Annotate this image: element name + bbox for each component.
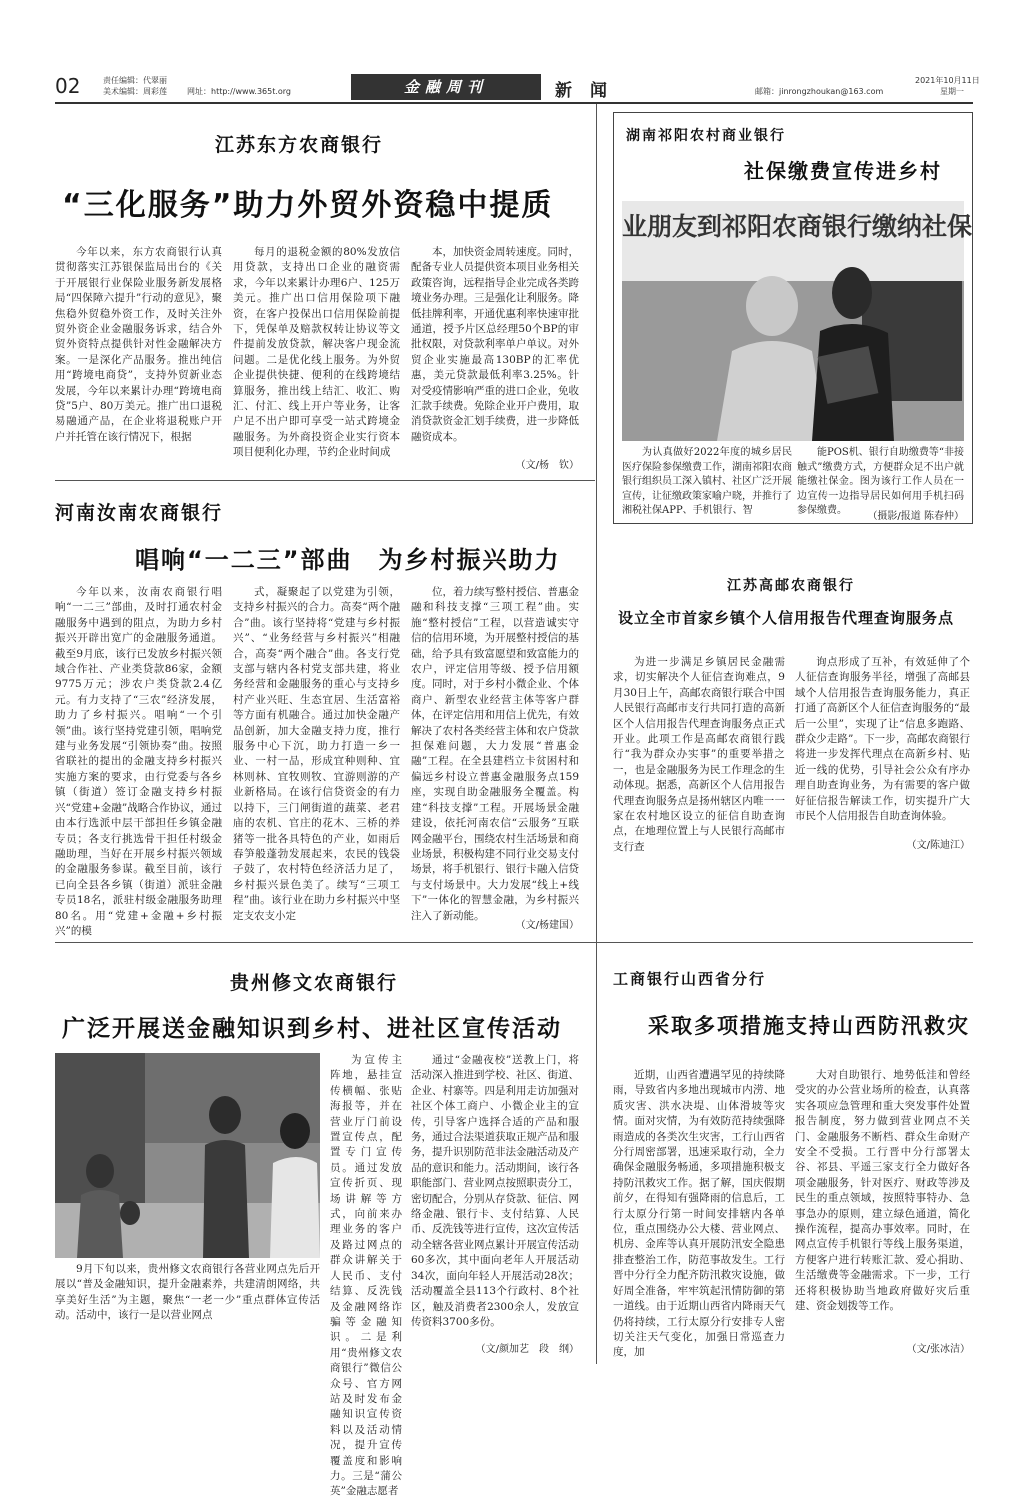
art-editor-credit: 美术编辑：周彩莲 [103, 87, 167, 96]
masthead [55, 74, 980, 104]
issue-date: 2021年10月11日 [915, 76, 980, 85]
article3-col2: 式，凝聚起了以党建为引领，支持乡村振兴的合力。高奏“两个融合”曲。该行坚持将“党建与乡村振兴”、“业务经营与乡村振兴”相融合，高奏“两个融合”曲。各支行党支部与辖内各村党支部共建，将业务经营和金融服务的重心与支持乡村产业兴旺、生态宜居、生活富裕等方面有机融合。通过加快金融产品创新，加大金融支持力度，推行服务中心下沉，助力打造一乡一业、一村一品，形成宜种则种、宜林则林、宜牧则牧、宜游则游的产业新格局。在该行信贷资金的有力以持下，三门闸街道的蔬菜、老君庙的农机、官庄的花木、三桥的养猪等一批各具特色的产业，如雨后春笋般蓬勃发展起来，农民的钱袋子鼓了，农村特色经济活力足了，乡村振兴景色美了。续写“三项工程”曲。该行业在助力乡村振兴中坚定支农支小定 [233, 586, 400, 922]
article5-kicker: 贵州修文农商银行 [230, 972, 399, 994]
article6-kicker: 工商银行山西省分行 [613, 970, 767, 988]
article5-col3: 通过“金融夜校”送教上门，将活动深入推进到学校、社区、街道、企业、村寨等。四是利用走访加强对社区个体工商户、小微企业主的宣传，引导客户选择合适的产品和服务，通过合法渠道获取正规产品和服务，提升识别防范非法金融活动及产品的意识和能力。活动期间，该行各职能部门、营业网点按照职责分工，密切配合，分别从存贷款、征信、网络金融、银行卡、支付结算、人民币、反洗钱等进行宣传，这次宣传活动全辖各营业网点累计开展宣传活动60多次，其中面向老年人开展活动34次，面向年轻人开展活动28次；活动覆盖全县113个行政村、8个社区，触及消费者2300余人，发放宣传资料3700多份。 [411, 1054, 579, 1328]
article2-caption-col2: 能POS机、银行自助缴费等“非接触式”缴费方式，方便群众足不出户就能缴社保金。图为该行工作人员在一边宣传一边指导居民如何用手机扫码参保缴费。 [797, 447, 964, 516]
divider [55, 480, 595, 481]
article1-col3: 本，加快资金周转速度。同时，配备专业人员提供资本项目业务相关政策咨询，远程指导企业完成各类跨境业务办理。三是强化让利服务。降低挂牌利率，开通优惠利率快速审批通道，授予片区总经理50个BP的审批权限，对贷款利率单户单议。对外贸企业实施最高130BP的汇率优惠，美元贷款最低利率3.25%。针对受疫情影响严重的进口企业，免收汇款手续费。免除企业开户费用，取消贷款资金汇划手续费，进一步降低融资成本。 [411, 246, 579, 443]
brand-logo: 金融周刊 [351, 74, 541, 100]
article4-col2: 询点形成了互补，有效延伸了个人征信查询服务半径，增强了高邮县域个人信用报告查询服务能力，真正打通了高新区个人征信查询服务的“最后一公里”，实现了让“信息多跑路、群众少走路”。下一步，高邮农商银行将进一步发挥代理点在高新乡村、贴近一线的优势，引导社会公众有序办理自助查询业务，为有需要的客户做好征信报告解读工作，切实提升广大市民个人信用报告自助查询体验。 [795, 656, 970, 823]
article3-col3: 位，着力续写整村授信、普惠金融和科技支撑“三项工程”曲。实施“整村授信”工程，以营造诚实守信的信用环境，为开展整村授信的基础，给予具有致富愿望和致富能力的农户，评定信用等级、授予信用额度。同时，对于乡村小微企业、个体商户、新型农业经营主体等客户群体，在评定信用和用信上优先，有效解决了农村各类经营主体和农户贷款担保难问题，大力发展“普惠金融”工程。在全县建档立卡贫困村和偏远乡村设立普惠金融服务点159座，实现自助金融服务全覆盖。构建“科技支撑”工程。开展场景金融建设，依托河南农信“云服务”互联网金融平台，围绕农村生活场景和商业场景，积极构建不同行业交易支付场景，将手机银行、银行卡融入信贷与支付场景中。大力发展“线上+线下”一体化的智慧金融，为乡村振兴注入了新动能。 [411, 586, 579, 922]
article5-headline: 广泛开展送金融知识到乡村、进社区宣传活动 [62, 1016, 562, 1042]
article5-byline: （文/颜加艺 段 纲） [475, 1344, 579, 1355]
article2-photo [622, 201, 973, 441]
article6-headline: 采取多项措施支持山西防汛救灾 [648, 1014, 970, 1038]
divider [55, 942, 973, 943]
article5-col1: 9月下旬以来，贵州修文农商银行各营业网点先后开展以“普及金融知识，提升金融素养，共建清朗网络，共享美好生活”为主题，聚焦“一老一少”重点群体宣传活动。活动中，该行一是以营业网点 [55, 1263, 320, 1322]
article1-headline: “三化服务”助力外贸外资稳中提质 [62, 188, 554, 223]
section-name: 新闻 [555, 81, 625, 101]
article2-headline: 社保缴费宣传进乡村 [744, 159, 942, 183]
article6-byline: （文/张冰洁） [906, 1344, 970, 1355]
page-number: 02 [55, 74, 81, 98]
article4-headline: 设立全市首家乡镇个人信用报告代理查询服务点 [618, 609, 955, 627]
article6-col2: 大对自助银行、地势低洼和曾经受灾的办公营业场所的检查，认真落实各项应急管理和重大突发事件处置报告制度，努力做到营业网点不关门、金融服务不断档、群众生命财产安全不受损。工行晋中分行部署太谷、祁县、平遥三家支行全力做好各项金融服务，针对医疗、财政等涉及民生的重点领域，按照特事特办、急事急办的原则，建立绿色通道，简化操作流程，提高办事效率。同时，在网点宣传手机银行等线上服务渠道，方便客户进行转账汇款、爱心捐助、生活缴费等金融需求。下一步，工行还将积极协助当地政府做好灾后重建、资金划拨等工作。 [795, 1069, 970, 1313]
editor-credit: 责任编辑：代翠丽 [103, 76, 167, 85]
article2-caption-col1: 为认真做好2022年度的城乡居民医疗保险参保缴费工作，湖南祁阳农商银行组织员工深入镇村、社区广泛开展宣传，让征缴政策家喻户晓，并推行了湘税社保APP、手机银行、智 [622, 447, 792, 516]
article4-col1: 为进一步满足乡镇居民金融需求，切实解决个人征信查询难点，9月30日上午，高邮农商银行联合中国人民银行高邮市支行共同打造的高新区个人信用报告代理查询服务点正式开业。此项工作是高邮农商银行践行“我为群众办实事”的重要举措之一，也是金融服务为民工作理念的生动体现。据悉，高新区个人信用报告代理查询服务点是扬州辖区内唯一一家在农村地区设立的征信自助查询点，在地理位置上与人民银行高邮市支行查 [613, 656, 785, 853]
article2-kicker: 湖南祁阳农村商业银行 [626, 128, 786, 144]
article3-headline: 唱响“一二三”部曲 为乡村振兴助力 [135, 546, 561, 574]
article5-photo [55, 1053, 320, 1258]
article4-kicker: 江苏高邮农商银行 [727, 578, 855, 594]
website-url: 网址：http://www.365t.org [187, 87, 292, 96]
article3-kicker: 河南汝南农商银行 [55, 502, 224, 524]
article1-byline: （文/杨 钦） [515, 460, 579, 471]
article4-byline: （文/陈迪江） [906, 840, 970, 851]
article1-col2: 每月的退税金额的80%发放信用贷款，支持出口企业的融资需求，今年以来累计办理6户、125万美元。推广出口信用保险项下融资，在客户投保出口信用保险前提下，凭保单及赔款权转让协议等文件提前发放贷款，解决客户现金流问题。二是优化线上服务。为外贸企业提供快捷、便利的在线跨境结算服务，推出线上结汇、收汇、购汇、付汇、线上开户等业务，让客户足不出户即可享受一站式跨境金融服务。为外商投资企业实行资本项目便利化办理，节约企业时间成 [233, 246, 400, 459]
email-address: 邮箱：jinrongzhoukan@163.com [755, 87, 884, 96]
article1-col1: 今年以来，东方农商银行认真贯彻落实江苏银保监局出台的《关于开展银行业保险业服务新发展格局“四保障六提升”行动的意见》，聚焦稳外贸稳外资工作，及时关注外贸外资企业金融服务诉求，结合外贸外资特点提供针对性金融解决方案。一是深化产品服务。推出纯信用“跨境电商贷”，支持外贸新业态发展，今年以来累计办理“跨境电商贷”5户、80万美元。推广出口退税易融通产品，在企业将退税账户开户并托管在该行情况下，根据 [55, 246, 222, 443]
banner-text: 业朋友到祁阳农商银行缴纳社保 [622, 212, 973, 241]
article1-kicker: 江苏东方农商银行 [215, 134, 384, 156]
article2-box [613, 112, 973, 524]
article5-col2: 为宣传主阵地，悬挂宣传横幅、张贴海报等，并在营业厅门前设置宣传点，配置专门宣传员。通过发放宣传折页、现场讲解等方式，向前来办理业务的客户及路过网点的群众讲解关于人民币、支付结算、反洗钱及金融网络诈骗等金融知识。二是利用“贵州修文农商银行”微信公众号、官方网站及时发布金融知识宣传资料以及活动情况，提升宣传覆盖度和影响力。三是“蒲公英”金融志愿者 [330, 1054, 402, 1498]
article2-byline: （摄影/报道 陈春仲） [867, 511, 964, 522]
article6-col1: 近期，山西省遭遇罕见的持续降雨，导致省内多地出现城市内涝、地质灾害、洪水决堤、山体滑坡等灾情。面对灾情，为有效防范持续强降雨造成的各类次生灾害，工行山西省分行周密部署，迅速采取行动，全力确保金融服务畅通，多项措施积极支持防汛救灾工作。据了解，国庆假期前夕，在得知有强降雨的信息后，工行太原分行第一时间安排辖内各单位，重点围绕办公大楼、营业网点、机房、金库等认真开展防汛安全隐患排查整治工作，防范事故发生。工行晋中分行全力配齐防汛救灾设施，做好周全准备，牢牢筑起汛情防御的第一道线。由于近期山西省内降雨天气仍将持续，工行太原分行安排专人密切关注天气变化，加强日常巡查力度，加 [613, 1069, 785, 1359]
article3-byline: （文/杨建国） [515, 920, 579, 931]
issue-weekday: 星期一 [940, 87, 964, 96]
article3-col1: 今年以来，汝南农商银行唱响“一二三”部曲，及时打通农村金融服务中遇到的阻点，为助力乡村振兴开辟出宽广的金融服务通道。截至9月底，该行已发放乡村振兴领域合作社、产业类贷款86家，金额9775万元；涉农户类贷款2.4亿元。有力支持了“三农”经济发展，助力了乡村振兴。唱响“一个引领”曲。该行坚持党建引领，唱响党建与业务发展“引领协奏”曲。按照省联社的提出的金融支持乡村振兴实施方案的要求，由行党委与各乡镇（街道）签订金融支持乡村振兴“党建+金融”战略合作协议，通过由本行选派中层干部担任乡镇金融专员；各支行挑选骨干担任村级金融助理，当好在开展乡村振兴领域的金融服务参谋。截至目前，该行已向全县各乡镇（街道）派驻金融专员18名，派驻村级金融服务助理80名。用“党建+金融+乡村振兴”的模 [55, 586, 222, 937]
photo-illustration [55, 1053, 320, 1258]
column-divider [596, 104, 597, 1364]
